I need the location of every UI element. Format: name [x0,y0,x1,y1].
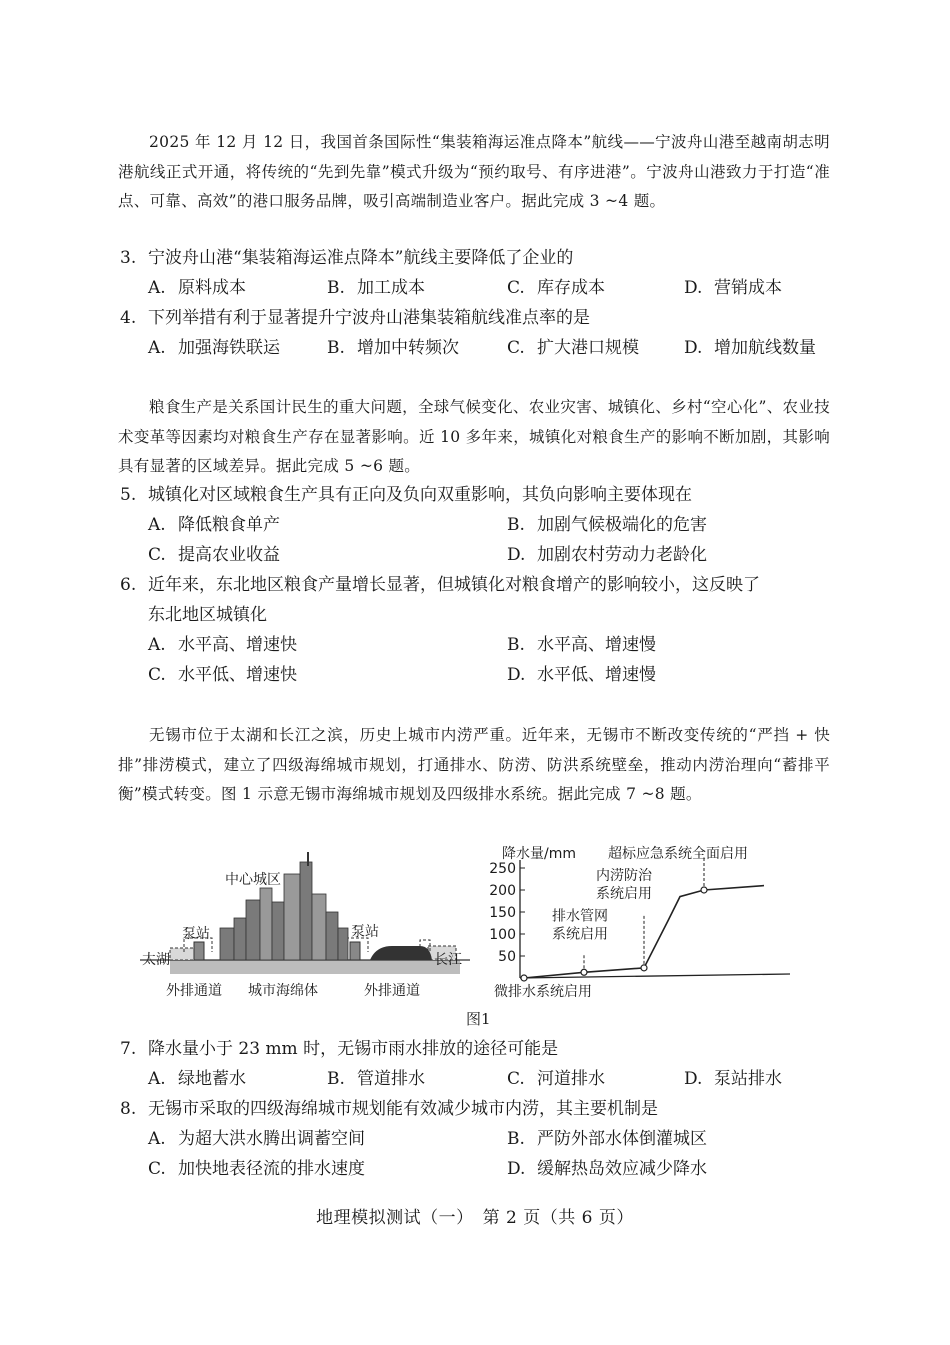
annotation-waterlog-line2: 系统启用 [596,885,652,902]
q5-option-a[interactable]: A. 降低粮食单产 [148,515,280,535]
label-changjiang: 长江 [434,952,462,968]
annotation-pipe-line1: 排水管网 [552,908,608,925]
q3-option-c[interactable]: C. 库存成本 [507,278,605,298]
passage-3: 无锡市位于太湖和长江之滨，历史上城市内涝严重。近年来，无锡市不断改变传统的“严挡 + 快排”排涝模式，建立了四级海绵城市规划，打通排水、防涝、防洪系统壁垒，推动内涝治理向“蓄排平衡”模式转变。图 1 示意无锡市海绵城市规划及四级排水系统。据此完成 7 ~8 题。 [118,726,830,803]
q7-option-c[interactable]: C. 河道排水 [507,1069,605,1089]
q6-option-c[interactable]: C. 水平低、增速快 [148,665,297,685]
chart-ylabel: 降水量/mm [502,846,576,862]
question-stem: 近年来，东北地区粮食产量增长显著，但城镇化对粮食增产的影响较小，这反映了 [148,575,760,595]
y-tick-label: 100 [489,927,516,943]
label-center-city: 中心城区 [225,872,281,888]
annotation-point [701,887,707,893]
q4-option-d[interactable]: D. 增加航线数量 [684,338,816,358]
q4-option-c[interactable]: C. 扩大港口规模 [507,338,639,358]
label-pump-right: 泵站 [351,924,379,940]
q4-option-b[interactable]: B. 增加中转频次 [327,338,459,358]
question-stem: 降水量小于 23 mm 时，无锡市雨水排放的途径可能是 [148,1039,559,1059]
passage-1: 2025 年 12 月 12 日，我国首条国际性“集装箱海运准点降本”航线——宁波舟山港至越南胡志明港航线正式开通，将传统的“先到先靠”模式升级为“预约取号、有序进港”。宁波舟山港致力于打造“准点、可靠、高效”的港口服务品牌，吸引高端制造业客户。据此完成 3 ~4 题。 [118,133,830,210]
question-stem: 下列举措有利于显著提升宁波舟山港集装箱航线准点率的是 [148,308,590,328]
pump-station-left [194,942,204,960]
q8-option-c[interactable]: C. 加快地表径流的排水速度 [148,1159,365,1179]
annotation-waterlog-line1: 内涝防治 [596,867,652,884]
annotation-pipe-line2: 系统启用 [552,926,608,943]
question-6-continued: 东北地区城镇化 [148,605,267,625]
annotation-point [581,969,587,975]
annotation-micro-drain: 微排水系统启用 [494,984,592,1000]
question-7: 7. 降水量小于 23 mm 时，无锡市雨水排放的途径可能是 [120,1039,559,1059]
y-tick-label: 200 [489,883,516,899]
outer-channel-mound [370,946,432,960]
q6-option-d[interactable]: D. 水平低、增速慢 [507,665,656,685]
q8-option-d[interactable]: D. 缓解热岛效应减少降水 [507,1159,707,1179]
q5-option-b[interactable]: B. 加剧气候极端化的危害 [507,515,707,535]
annotation-emergency: 超标应急系统全面启用 [608,846,748,862]
q6-option-a[interactable]: A. 水平高、增速快 [148,635,297,655]
label-taihu: 太湖 [142,952,170,968]
q5-option-c[interactable]: C. 提高农业收益 [148,545,280,565]
label-pump-left: 泵站 [182,926,210,942]
q4-option-a[interactable]: A. 加强海铁联运 [148,338,280,358]
q3-option-b[interactable]: B. 加工成本 [327,278,425,298]
q8-option-b[interactable]: B. 严防外部水体倒灌城区 [507,1129,707,1149]
y-tick-label: 50 [498,949,516,965]
sponge-city-diagram [130,842,480,1008]
q3-option-a[interactable]: A. 原料成本 [148,278,246,298]
ground-layer [170,960,460,974]
q7-option-d[interactable]: D. 泵站排水 [684,1069,782,1089]
figure-caption: 图1 [466,1010,491,1028]
question-stem: 宁波舟山港“集装箱海运准点降本”航线主要降低了企业的 [148,248,574,268]
question-4: 4. 下列举措有利于显著提升宁波舟山港集装箱航线准点率的是 [120,308,590,328]
rainfall-chart [478,840,818,1006]
question-3 [120,243,840,273]
passage-2: 粮食生产是关系国计民生的重大问题，全球气候变化、农业灾害、城镇化、乡村“空心化”、农业技术变革等因素均对粮食生产存在显著影响。近 10 多年来，城镇化对粮食生产的影响不断加剧，其影响具有显著的区域差异。据此完成 5 ~6 题。 [118,398,830,475]
q5-option-d[interactable]: D. 加剧农村劳动力老龄化 [507,545,707,565]
question-stem: 无锡市采取的四级海绵城市规划能有效减少城市内涝，其主要机制是 [148,1099,658,1119]
question-6: 6. 近年来，东北地区粮食产量增长显著，但城镇化对粮食增产的影响较小，这反映了 [120,575,760,595]
question-5: 5. 城镇化对区域粮食生产具有正向及负向双重影响，其负向影响主要体现在 [120,485,692,505]
q7-option-b[interactable]: B. 管道排水 [327,1069,425,1089]
page-footer: 地理模拟测试（一） 第 2 页（共 6 页） [316,1208,634,1228]
annotation-point [521,975,527,981]
y-tick-label: 250 [489,861,516,877]
label-sponge: 城市海绵体 [248,983,318,999]
y-tick-label: 150 [489,905,516,921]
question-8: 8. 无锡市采取的四级海绵城市规划能有效减少城市内涝，其主要机制是 [120,1099,658,1119]
q8-option-a[interactable]: A. 为超大洪水腾出调蓄空间 [148,1129,365,1149]
question-stem: 城镇化对区域粮食生产具有正向及负向双重影响，其负向影响主要体现在 [148,485,692,505]
question-number: 3. [120,248,137,268]
q6-option-b[interactable]: B. 水平高、增速慢 [507,635,656,655]
q7-option-a[interactable]: A. 绿地蓄水 [148,1069,246,1089]
pump-station-right [350,942,360,960]
annotation-point [641,965,647,971]
q3-option-d[interactable]: D. 营销成本 [684,278,782,298]
label-outer-channel-left: 外排通道 [166,983,222,999]
label-outer-channel-right: 外排通道 [364,983,420,999]
